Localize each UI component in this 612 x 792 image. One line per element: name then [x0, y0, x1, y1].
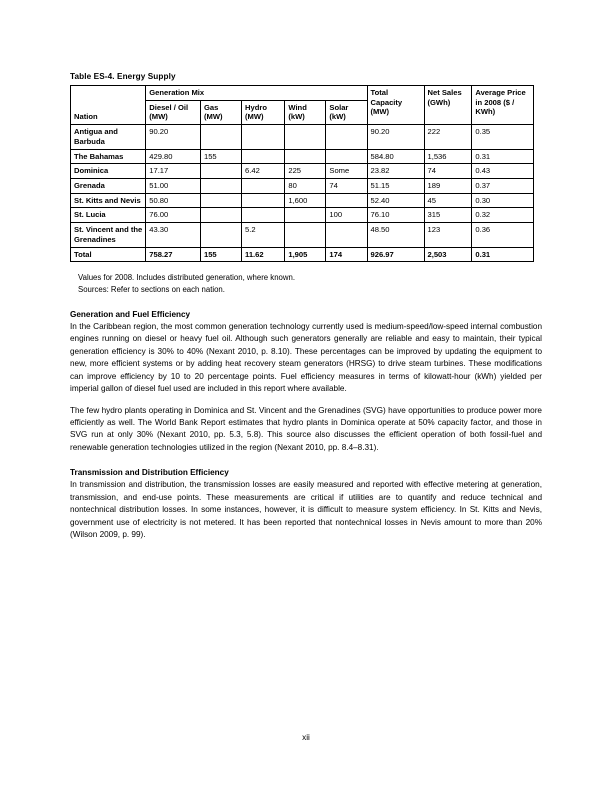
section-generation-and-fuel-efficiency: [70, 310, 542, 455]
cell-diesel: 43.30: [146, 223, 201, 247]
cell-hydro: [242, 125, 285, 149]
cell-average-price: 0.35: [472, 125, 534, 149]
cell-wind: [285, 149, 326, 164]
table-row: [71, 223, 534, 247]
cell-net-sales: 123: [424, 223, 472, 247]
table-row: [71, 179, 534, 194]
cell-net-sales: 2,503: [424, 247, 472, 262]
cell-wind: [285, 208, 326, 223]
cell-gas: [200, 125, 241, 149]
cell-average-price: 0.43: [472, 164, 534, 179]
cell-gas: 155: [200, 149, 241, 164]
cell-average-price: 0.32: [472, 208, 534, 223]
cell-hydro: 11.62: [242, 247, 285, 262]
section-transmission-and-distribution-efficiency: [70, 468, 542, 541]
section-heading: Generation and Fuel Efficiency: [70, 309, 191, 319]
cell-solar: [326, 149, 367, 164]
cell-wind: 1,600: [285, 193, 326, 208]
cell-net-sales: 45: [424, 193, 472, 208]
section-paragraph: The few hydro plants operating in Dominica and St. Vincent and the Grenadines (SVG) have opportunities to produce power more efficiently as well. The World Bank Report estimates that hydro plants in Dominica operate at 50% capacity factor, and those in SVG run at only 30% (Nexant 2010, pp. 5.3, 5.8). This source also discusses the efficient operation of both fossil-fuel and renewable generation technologies utilized in the region (Nexant 2010, pp. 8.4–8.31).: [70, 405, 542, 452]
cell-wind: [285, 223, 326, 247]
cell-total-capacity: 76.10: [367, 208, 424, 223]
cell-wind: 225: [285, 164, 326, 179]
column-header-diesel-oil: Diesel / Oil (MW): [146, 100, 201, 124]
cell-diesel: 17.17: [146, 164, 201, 179]
cell-gas: [200, 208, 241, 223]
table-row: [71, 193, 534, 208]
cell-total-capacity: 926.97: [367, 247, 424, 262]
table-note-sources: Sources: Refer to sections on each nation.: [78, 285, 225, 295]
cell-solar: 100: [326, 208, 367, 223]
column-header-hydro: Hydro (MW): [242, 100, 285, 124]
table-row: [71, 208, 534, 223]
cell-total-capacity: 52.40: [367, 193, 424, 208]
section-paragraph: In transmission and distribution, the transmission losses are easily measured and reported with effective metering at generation, transmission, and end-use points. These measurements are critical if utilities are to quantify and reduce technical and nontechnical distribution losses. In some instances, however, it is difficult to measure system efficiency. In St. Kitts and Nevis, government use of electricity is not metered. It has been reported that nontechnical losses in Nevis amount to more than 20% (Wilson 2009, p. 99).: [70, 480, 542, 540]
cell-hydro: 6.42: [242, 164, 285, 179]
cell-average-price: 0.30: [472, 193, 534, 208]
cell-nation: The Bahamas: [71, 149, 146, 164]
column-header-nation: Nation: [71, 86, 146, 125]
cell-total-capacity: 48.50: [367, 223, 424, 247]
cell-total-capacity: 90.20: [367, 125, 424, 149]
section-heading: Transmission and Distribution Efficiency: [70, 468, 229, 478]
cell-hydro: [242, 149, 285, 164]
cell-net-sales: 315: [424, 208, 472, 223]
column-header-total-capacity: Total Capacity (MW): [367, 86, 424, 125]
cell-nation: Grenada: [71, 179, 146, 194]
cell-gas: [200, 223, 241, 247]
cell-net-sales: 189: [424, 179, 472, 194]
cell-hydro: [242, 208, 285, 223]
cell-gas: [200, 179, 241, 194]
section-paragraph: In the Caribbean region, the most common generation technology currently used is medium-speed/low-speed internal combustion engines running on diesel or heavy fuel oil. Although such generators generally are reliable and easy to maintain, their typical generation efficiency is 30% to 40% (Nexant 2010, p. 8.10). These percentages can be improved by updating the equipment to new, more efficient systems or by adding heat recovery steam generators (HRSG) to drive steam turbines. These modifications can improve efficiency by 10 to 20 percentage points. Fuel efficiency measures in terms of kilowatt-hour (kWh) yielded per imperial gallon of diesel fuel used are included in this report where available.: [70, 321, 542, 394]
cell-solar: Some: [326, 164, 367, 179]
cell-nation: Antigua and Barbuda: [71, 125, 146, 149]
cell-wind: 80: [285, 179, 326, 194]
cell-solar: 174: [326, 247, 367, 262]
table-row: [71, 164, 534, 179]
cell-net-sales: 1,536: [424, 149, 472, 164]
cell-hydro: 5.2: [242, 223, 285, 247]
cell-gas: 155: [200, 247, 241, 262]
cell-average-price: 0.36: [472, 223, 534, 247]
cell-gas: [200, 193, 241, 208]
column-header-net-sales: Net Sales (GWh): [424, 86, 472, 125]
table-header-group-row: [71, 86, 534, 101]
cell-diesel: 76.00: [146, 208, 201, 223]
cell-solar: [326, 193, 367, 208]
table-caption: Table ES-4. Energy Supply: [70, 72, 176, 81]
cell-diesel: 90.20: [146, 125, 201, 149]
cell-net-sales: 74: [424, 164, 472, 179]
column-group-generation-mix: Generation Mix: [146, 86, 367, 101]
cell-diesel: 758.27: [146, 247, 201, 262]
cell-wind: [285, 125, 326, 149]
column-header-average-price: Average Price in 2008 ($ / KWh): [472, 86, 534, 125]
cell-nation: Total: [71, 247, 146, 262]
cell-total-capacity: 584.80: [367, 149, 424, 164]
cell-nation: St. Vincent and the Grenadines: [71, 223, 146, 247]
cell-average-price: 0.31: [472, 149, 534, 164]
table-notes: [78, 272, 542, 295]
table-row: [71, 125, 534, 149]
table-note-values: Values for 2008. Includes distributed generation, where known.: [78, 273, 296, 283]
cell-solar: [326, 223, 367, 247]
cell-diesel: 429.80: [146, 149, 201, 164]
cell-total-capacity: 51.15: [367, 179, 424, 194]
cell-hydro: [242, 193, 285, 208]
column-header-solar: Solar (kW): [326, 100, 367, 124]
cell-diesel: 51.00: [146, 179, 201, 194]
cell-wind: 1,905: [285, 247, 326, 262]
cell-diesel: 50.80: [146, 193, 201, 208]
cell-nation: Dominica: [71, 164, 146, 179]
cell-total-capacity: 23.82: [367, 164, 424, 179]
cell-hydro: [242, 179, 285, 194]
cell-solar: 74: [326, 179, 367, 194]
page-number: xii: [302, 733, 310, 742]
cell-nation: St. Kitts and Nevis: [71, 193, 146, 208]
column-header-wind: Wind (kW): [285, 100, 326, 124]
table-total-row: [71, 247, 534, 262]
cell-nation: St. Lucia: [71, 208, 146, 223]
cell-solar: [326, 125, 367, 149]
cell-average-price: 0.37: [472, 179, 534, 194]
cell-gas: [200, 164, 241, 179]
cell-average-price: 0.31: [472, 247, 534, 262]
table-row: [71, 149, 534, 164]
column-header-gas: Gas (MW): [200, 100, 241, 124]
energy-supply-table: [70, 85, 534, 262]
cell-net-sales: 222: [424, 125, 472, 149]
